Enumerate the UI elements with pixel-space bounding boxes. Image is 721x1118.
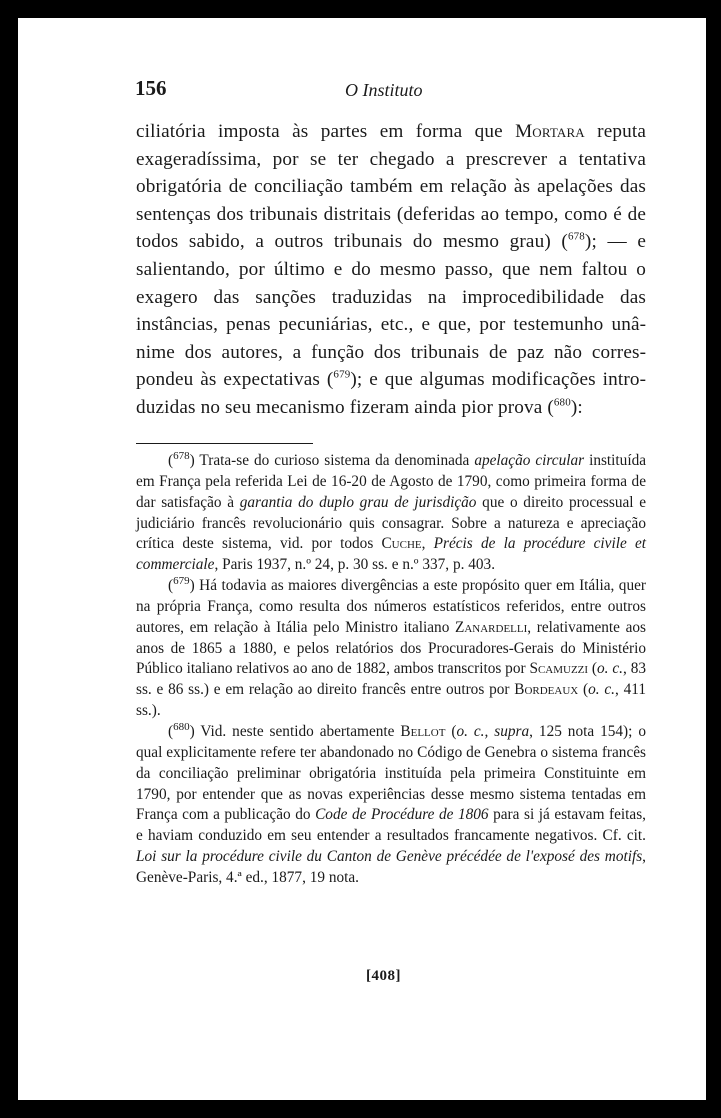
text-segment: ); — e salientando, por último e do mesmo passo, que nem faltou o exagero das sanções traduzidas na improcedibilidade das instâncias, penas pecuniárias, etc., e que, por testemunho unânime dos autores, a função dos tribunais de paz não correspondeu às expectativas ( — [136, 231, 646, 391]
footnotes — [136, 451, 646, 889]
text-segment: reputa exageradíssima, por se ter chegado a prescrever a tentativa obrigatória de conciliação também em relação às apelações das sentenças dos tribunais distritais (deferidas ao tempo, como é de todos sabido, a outros tribunais do mesmo grau) ( — [136, 121, 646, 253]
footnote-ref: 680 — [553, 396, 571, 409]
text-segment: ): — [570, 396, 583, 418]
footnote-679: ($^{679}$) Há todavia as maiores divergências a este propósito quer em Itália, quer na própria França, como resulta dos números estatísticos referidos, entre outros autores, em relação à Itália pelo Ministro italiano Zanardelli, relativamente aos anos de 1865 a 1880, e pelos relatórios dos Procuradores-Gerais do Ministério Público italiano relativos ao ano de 1882, ambos transcritos por Scamuzzi (o. c., 83 ss. e 86 ss.) e em relação ao direito francês entre outros por Bordeaux (o. c., 411 ss.). — [136, 574, 646, 720]
author-name: Bellot — [400, 722, 446, 740]
main-paragraph — [136, 118, 646, 422]
footnote-ref: 679 — [333, 368, 351, 381]
book-page — [18, 18, 706, 1100]
footnote-separator — [136, 443, 313, 444]
footnote-number: 678 — [173, 449, 190, 462]
author-name: Mortara — [515, 121, 585, 142]
footnote-number: 679 — [173, 574, 190, 587]
main-text — [136, 118, 646, 422]
text-segment: ); e que algumas modificações introduzidas no seu mecanismo fizeram ainda pior prova ( — [136, 369, 646, 418]
author-name: Zanardelli — [455, 618, 528, 636]
page-marker: [408] — [366, 968, 401, 984]
author-name: Bordeaux — [514, 681, 579, 699]
footnote-680: ($^{680}$) Vid. neste sentido abertamente Bellot (o. c., supra, 125 nota 154); o qual explicitamente refere ter abandonado no Código de Genebra o sistema francês da conciliação preliminar obrigatória instituída pela primeira Constituinte em 1790, por entender que as novas experiências desse mesmo sistema tentadas em França com a publicação do Code de Procédure de 1806 para si já estavam feitas, e haviam conduzido em seu entender a resultados francamente negativos. Cf. cit. Loi sur la procédure civile du Canton de Genève précédée de l'exposé des motifs, Genève-Paris, 4.ª ed., 1877, 19 nota. — [136, 720, 646, 886]
page-number: 156 — [135, 76, 167, 100]
running-title: O Instituto — [345, 80, 423, 100]
author-name: Scamuzzi — [529, 660, 589, 678]
footnote-number: 680 — [173, 720, 190, 733]
text-segment: ciliatória imposta às partes em forma que — [136, 121, 516, 142]
footnote-ref: 678 — [567, 230, 585, 243]
footnote-678: ($^{678}$) Trata-se do curioso sistema da denominada apelação circular instituída em França pela referida Lei de 16-20 de Agosto de 1790, como primeira forma de dar satisfação à garantia do duplo grau de jurisdição que o direito processual e judiciário francês revolucionário quis consagrar. Sobre a natureza e apreciação crítica deste sistema, vid. por todos Cuche, Précis de la procédure civile et commerciale, Paris 1937, n.º 24, p. 30 ss. e n.º 337, p. 403. — [136, 449, 647, 574]
author-name: Cuche — [381, 535, 422, 553]
